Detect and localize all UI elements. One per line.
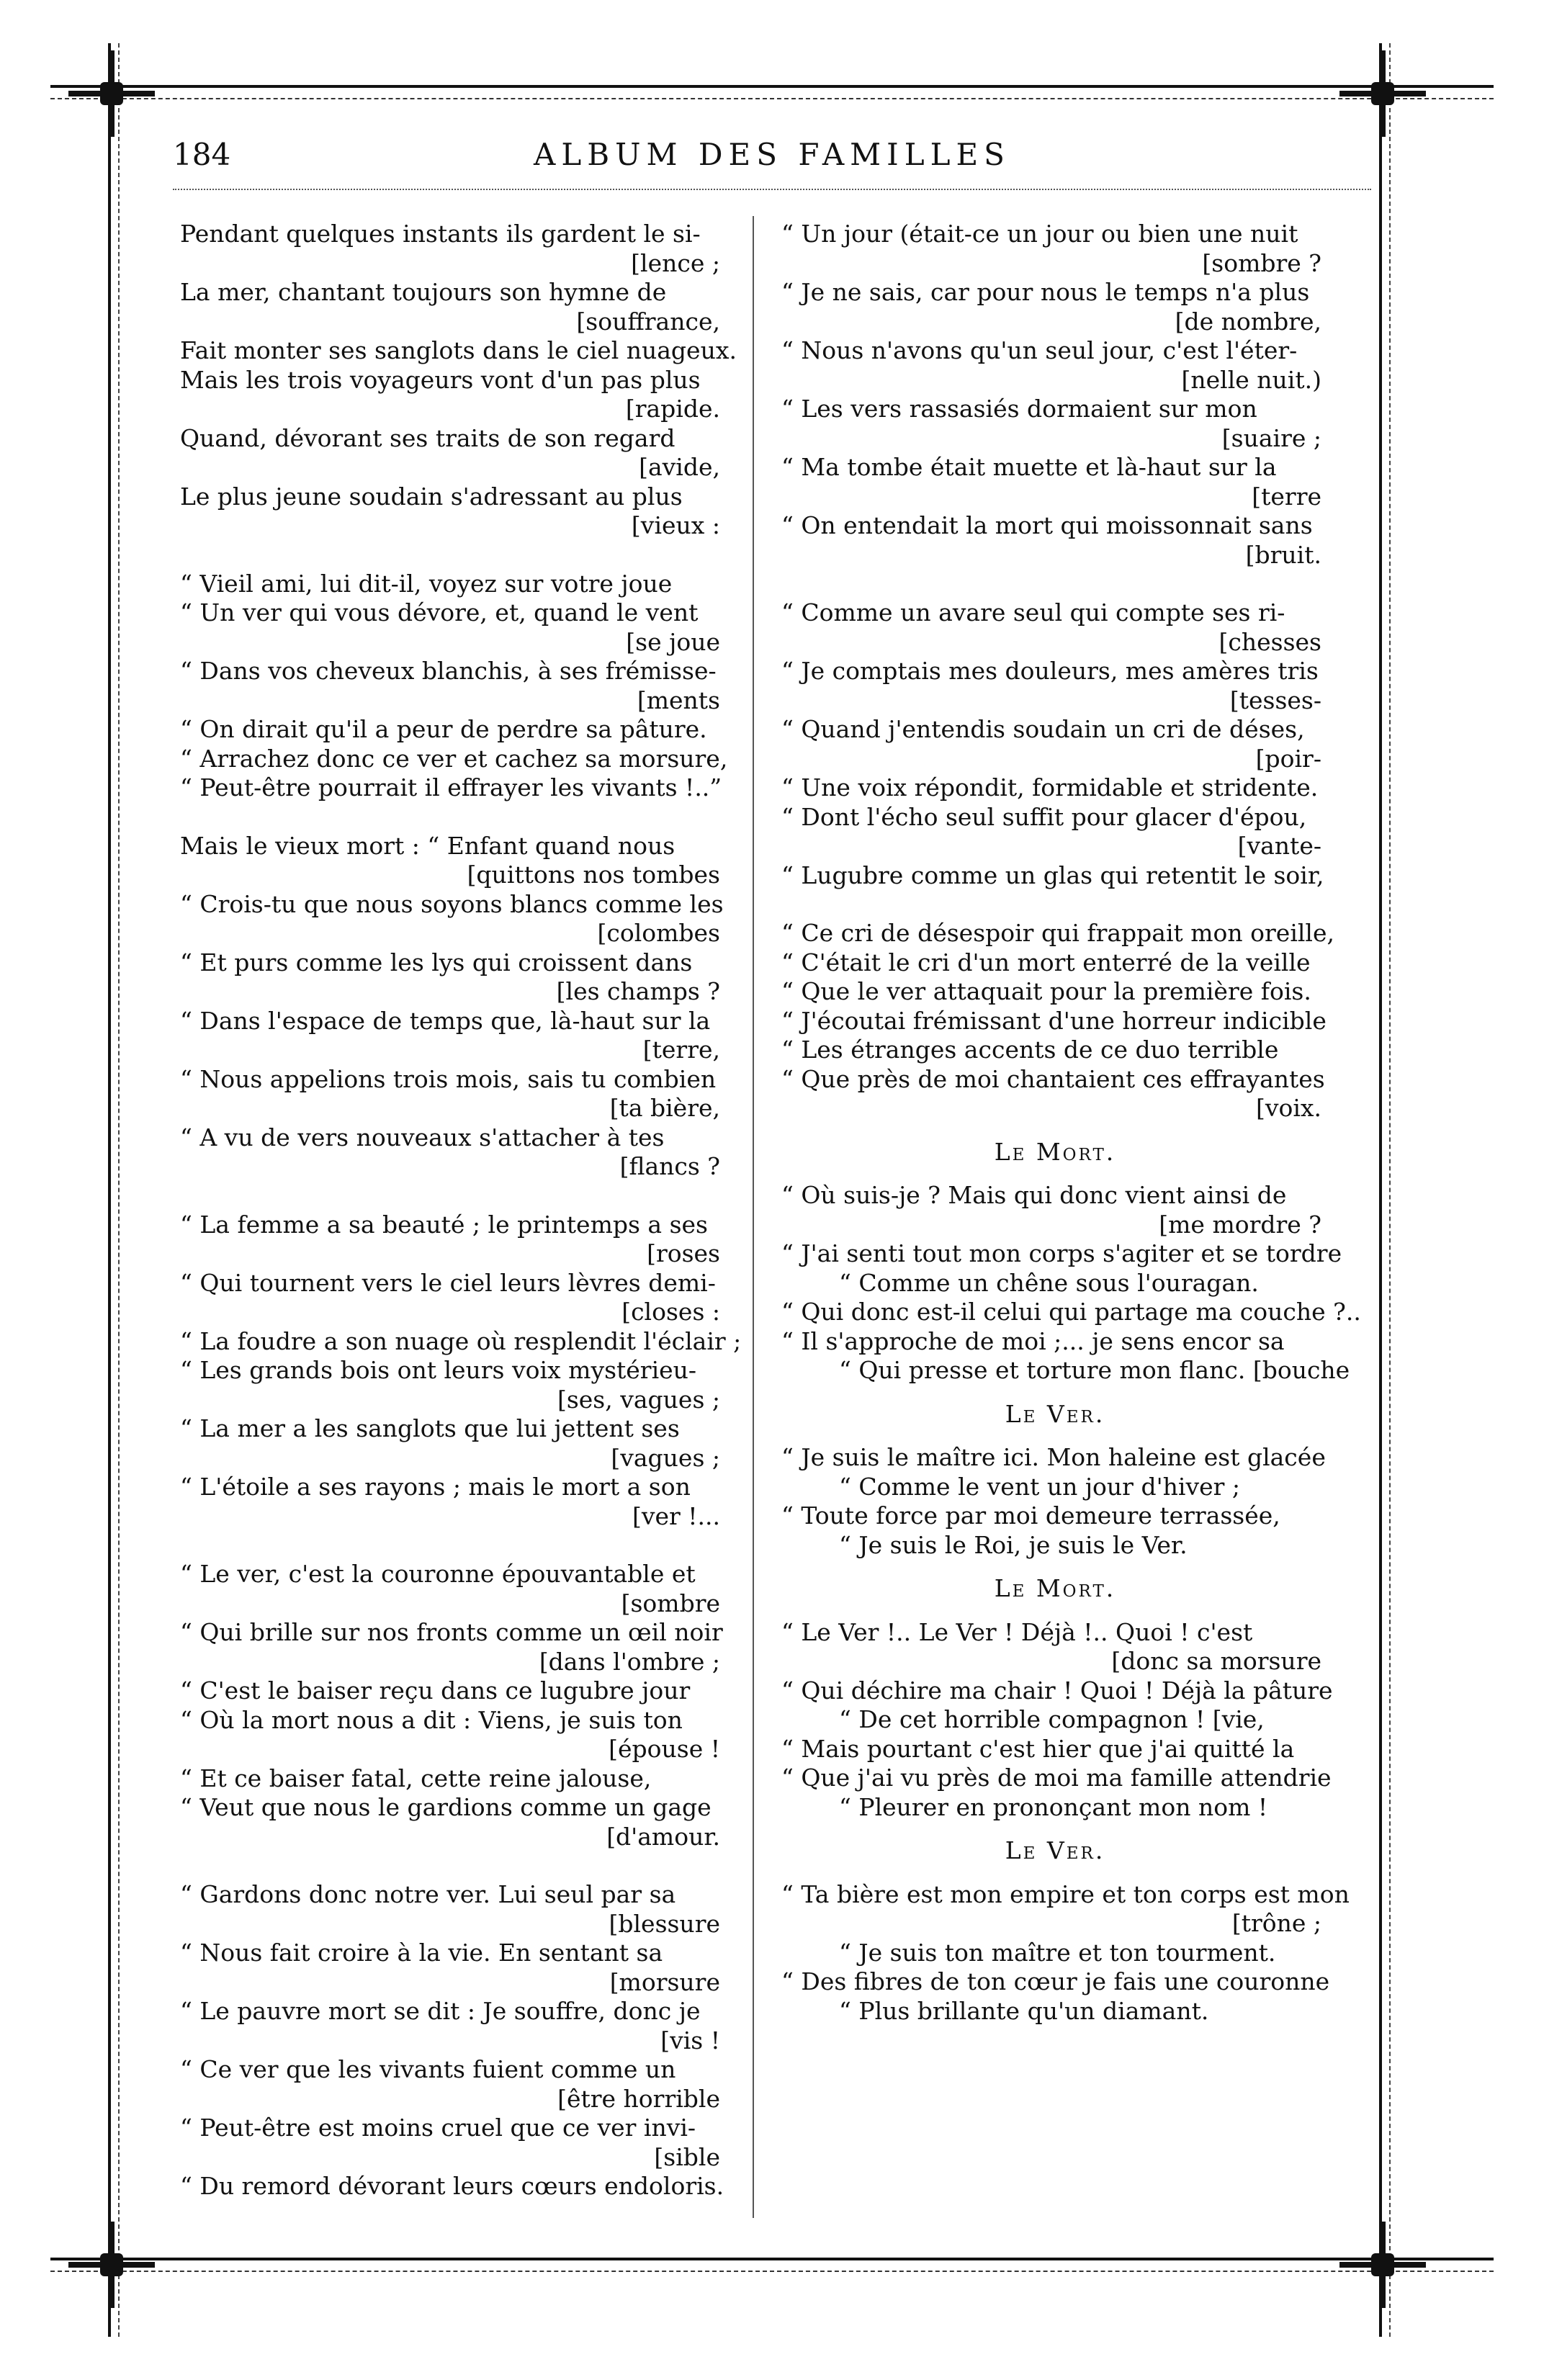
verse-line: [vieux :	[631, 511, 720, 539]
verse-line: “ Et ce baiser fatal, cette reine jalouse,	[180, 1764, 652, 1792]
verse-line: [épouse !	[609, 1735, 720, 1763]
verse-line: “ Comme un chêne sous l'ouragan.	[839, 1268, 1259, 1297]
verse-line: [quittons nos tombes	[467, 861, 720, 889]
verse-block-5	[781, 1880, 1350, 2026]
page-number: 184	[173, 137, 231, 172]
verse-line: “ Vieil ami, lui dit-il, voyez sur votre joue	[180, 569, 673, 598]
verse-line: “ Arrachez donc ce ver et cachez sa morsure,	[180, 744, 728, 773]
verse-line: “ Je comptais mes douleurs, mes amères tris	[781, 657, 1319, 685]
verse-block-2	[781, 1181, 1361, 1386]
verse-line: [dans l'ombre ;	[539, 1647, 720, 1676]
verse-line: “ La femme a sa beauté ; le printemps a ses	[180, 1210, 708, 1239]
verse-line: “ Où la mort nous a dit : Viens, je suis ton	[180, 1705, 683, 1734]
verse-line: [se joue	[626, 627, 720, 656]
verse-line: “ Qui brille sur nos fronts comme un œil noir	[180, 1618, 723, 1646]
verse-line: [chesses	[1218, 627, 1321, 656]
verse-line: “ L'étoile a ses rayons ; mais le mort a son	[180, 1473, 691, 1501]
verse-line: Pendant quelques instants ils gardent le si-	[180, 220, 701, 248]
verse-line: [me mordre ?	[1159, 1210, 1321, 1239]
verse-line: [les champs ?	[556, 977, 720, 1005]
stanza-break	[180, 541, 727, 570]
verse-line: “ On dirait qu'il a peur de perdre sa pâture.	[180, 715, 707, 743]
verse-line: “ Pleurer en prononçant mon nom !	[839, 1792, 1268, 1821]
verse-line: “ Peut-être pourrait il effrayer les vivants !..”	[180, 773, 722, 801]
speaker-heading-ver-2: Le Ver.	[1005, 1836, 1105, 1864]
verse-line: “ Nous fait croire à la vie. En sentant sa	[180, 1939, 663, 1967]
verse-line: [suaire ;	[1221, 423, 1321, 452]
verse-block-4	[781, 1617, 1333, 1823]
verse-line: “ Gardons donc notre ver. Lui seul par sa	[180, 1880, 676, 1908]
verse-line: Fait monter ses sanglots dans le ciel nuageux.	[180, 336, 737, 364]
verse-line: “ Les grands bois ont leurs voix mystérieu-	[180, 1356, 697, 1384]
verse-block-3	[781, 1443, 1329, 1560]
verse-line: “ Le Ver !.. Le Ver ! Déjà !.. Quoi ! c'est	[781, 1617, 1253, 1646]
verse-line: [rapide.	[625, 395, 720, 423]
verse-line: [ver !...	[632, 1501, 720, 1530]
verse-line: “ Nous n'avons qu'un seul jour, c'est l'éter-	[781, 336, 1298, 364]
verse-line: [de nombre,	[1175, 307, 1321, 336]
corner-ornament-bottom-right	[1339, 2222, 1426, 2308]
bottom-border	[50, 2258, 1494, 2272]
verse-line: [vagues ;	[611, 1443, 720, 1472]
verse-line: “ C'était le cri d'un mort enterré de la veille	[781, 948, 1311, 976]
verse-line: “ Du remord dévorant leurs cœurs endoloris.	[180, 2172, 724, 2200]
stanza-break	[180, 1182, 727, 1211]
verse-line: “ Ma tombe était muette et là-haut sur la	[781, 453, 1277, 481]
verse-line: “ Qui donc est-il celui qui partage ma couche ?..	[781, 1298, 1361, 1326]
verse-line: [morsure	[609, 1967, 720, 1996]
verse-line: [nelle nuit.)	[1181, 365, 1321, 394]
verse-line: “ Il s'approche de moi ;... je sens encor sa	[781, 1326, 1285, 1355]
verse-line: Le plus jeune soudain s'adressant au plus	[180, 482, 683, 511]
verse-block-1	[781, 220, 1335, 1123]
verse-line: “ Dont l'écho seul suffit pour glacer d'épou,	[781, 802, 1307, 831]
verse-line: [poir-	[1255, 744, 1321, 773]
verse-line: La mer, chantant toujours son hymne de	[180, 278, 667, 306]
stanza-break	[180, 1531, 727, 1560]
column-divider	[753, 216, 754, 2218]
running-title: ALBUM DES FAMILLES	[534, 137, 1010, 172]
verse-line: “ Quand j'entendis soudain un cri de déses,	[781, 715, 1305, 743]
verse-line: “ Le pauvre mort se dit : Je souffre, donc je	[180, 1997, 701, 2025]
header-rule	[173, 189, 1371, 190]
verse-line: “ Comme un avare seul qui compte ses ri-	[781, 598, 1285, 627]
verse-line: “ Où suis-je ? Mais qui donc vient ainsi de	[781, 1181, 1287, 1209]
verse-line: “ Ta bière est mon empire et ton corps est mon	[781, 1880, 1350, 1908]
verse-line: [ta bière,	[609, 1094, 720, 1122]
verse-line: “ Des fibres de ton cœur je fais une couronne	[781, 1967, 1330, 1995]
stanza-break	[180, 1851, 727, 1880]
verse-line: “ Les vers rassasiés dormaient sur mon	[781, 395, 1257, 423]
verse-line: [bruit.	[1245, 540, 1321, 569]
verse-line: [roses	[647, 1239, 720, 1267]
verse-line: Quand, dévorant ses traits de son regard	[180, 423, 676, 452]
verse-line: “ La foudre a son nuage où resplendit l'éclair ;	[180, 1326, 742, 1355]
verse-line: “ Un jour (était-ce un jour ou bien une nuit	[781, 220, 1298, 248]
verse-line: [voix.	[1255, 1094, 1321, 1122]
left-column	[180, 220, 742, 2201]
verse-line: [souffrance,	[576, 307, 720, 336]
stanza-break	[180, 803, 727, 832]
verse-line: [closes :	[621, 1298, 720, 1326]
speaker-heading-ver: Le Ver.	[1005, 1399, 1105, 1428]
verse-line: [ses, vagues ;	[557, 1385, 720, 1414]
verse-line: [lence ;	[631, 248, 720, 277]
verse-line: Mais le vieux mort : “ Enfant quand nous	[180, 831, 676, 860]
verse-line: [flancs ?	[619, 1152, 720, 1180]
verse-line: “ Dans vos cheveux blanchis, à ses frémisse-	[180, 657, 717, 685]
verse-line: “ Que près de moi chantaient ces effrayantes	[781, 1064, 1325, 1093]
verse-line: [vante-	[1237, 832, 1321, 860]
verse-line: “ Et purs comme les lys qui croissent dans	[180, 948, 693, 976]
verse-line: “ On entendait la mort qui moissonnait sans	[781, 511, 1313, 539]
verse-line: [sombre ?	[1202, 248, 1321, 277]
verse-line: “ Plus brillante qu'un diamant.	[839, 1996, 1209, 2025]
corner-ornament-top-left	[68, 50, 155, 137]
speaker-heading-mort-2: Le Mort.	[994, 1574, 1116, 1602]
verse-line: “ Une voix répondit, formidable et stridente.	[781, 773, 1319, 801]
verse-line: “ Je suis le maître ici. Mon haleine est glacée	[781, 1443, 1326, 1471]
verse-line: “ Qui presse et torture mon flanc. [bouche	[839, 1356, 1350, 1384]
top-border	[50, 85, 1494, 99]
verse-line: “ Lugubre comme un glas qui retentit le soir,	[781, 861, 1324, 889]
verse-line: “ Crois-tu que nous soyons blancs comme les	[180, 889, 724, 918]
verse-line: “ Je suis ton maître et ton tourment.	[839, 1938, 1276, 1967]
verse-line: “ Je suis le Roi, je suis le Ver.	[839, 1530, 1188, 1559]
verse-line: “ Ce ver que les vivants fuient comme un	[180, 2055, 676, 2083]
page-header	[173, 137, 1371, 180]
right-column	[781, 220, 1361, 2026]
verse-line: “ Qui déchire ma chair ! Quoi ! Déjà la pâture	[781, 1676, 1333, 1705]
verse-line: [blessure	[609, 1909, 720, 1938]
verse-line: “ C'est le baiser reçu dans ce lugubre jour	[180, 1676, 691, 1705]
verse-line: “ Le ver, c'est la couronne épouvantable et	[180, 1560, 696, 1588]
verse-line: “ Dans l'espace de temps que, là-haut sur la	[180, 1006, 711, 1035]
corner-ornament-bottom-left	[68, 2222, 155, 2308]
verse-line: “ Que le ver attaquait pour la première fois.	[781, 977, 1311, 1005]
verse-line: Mais les trois voyageurs vont d'un pas plus	[180, 365, 701, 394]
verse-line: [terre,	[642, 1036, 720, 1064]
verse-line: [tesses-	[1229, 686, 1321, 714]
left-border	[108, 43, 120, 2337]
verse-line: “ Veut que nous le gardions comme un gage	[180, 1793, 712, 1821]
verse-line: “ Comme le vent un jour d'hiver ;	[839, 1472, 1241, 1501]
verse-line: [sible	[654, 2142, 720, 2171]
verse-line: “ De cet horrible compagnon ! [vie,	[839, 1705, 1265, 1733]
verse-line: “ Toute force par moi demeure terrassée,	[781, 1501, 1280, 1530]
verse-line: “ J'écoutai frémissant d'une horreur indicible	[781, 1006, 1327, 1035]
verse-line: “ A vu de vers nouveaux s'attacher à tes	[180, 1123, 665, 1151]
verse-line: [sombre	[621, 1589, 720, 1617]
verse-line: “ Les étranges accents de ce duo terrible	[781, 1036, 1279, 1064]
verse-line: “ Je ne sais, car pour nous le temps n'a plus	[781, 278, 1310, 306]
verse-line: “ Ce cri de désespoir qui frappait mon oreille,	[781, 919, 1335, 947]
verse-line: [ments	[637, 686, 720, 714]
verse-line: [donc sa morsure	[1111, 1647, 1321, 1675]
right-border	[1379, 43, 1391, 2337]
speaker-heading-mort: Le Mort.	[994, 1137, 1116, 1166]
verse-line: “ Mais pourtant c'est hier que j'ai quitté la	[781, 1734, 1295, 1763]
verse-line: [trône ;	[1231, 1909, 1321, 1937]
verse-line: “ Peut-être est moins cruel que ce ver invi-	[180, 2114, 696, 2142]
verse-line: [terre	[1252, 482, 1321, 511]
stanza-break	[781, 890, 1329, 919]
corner-ornament-top-right	[1339, 50, 1426, 137]
stanza-break	[781, 570, 1329, 598]
verse-line: “ Un ver qui vous dévore, et, quand le vent	[180, 598, 699, 627]
verse-line: “ Nous appelions trois mois, sais tu combien	[180, 1064, 717, 1093]
verse-line: [colombes	[597, 919, 720, 947]
verse-line: [avide,	[639, 453, 720, 481]
verse-line: “ Que j'ai vu près de moi ma famille attendrie	[781, 1764, 1332, 1792]
verse-line: [être horrible	[557, 2084, 720, 2113]
verse-line: [vis !	[660, 2026, 720, 2055]
verse-line: “ Qui tournent vers le ciel leurs lèvres demi-	[180, 1268, 716, 1297]
verse-line: “ La mer a les sanglots que lui jettent ses	[180, 1414, 680, 1442]
verse-line: “ J'ai senti tout mon corps s'agiter et se tordre	[781, 1239, 1342, 1267]
verse-line: [d'amour.	[606, 1822, 720, 1851]
